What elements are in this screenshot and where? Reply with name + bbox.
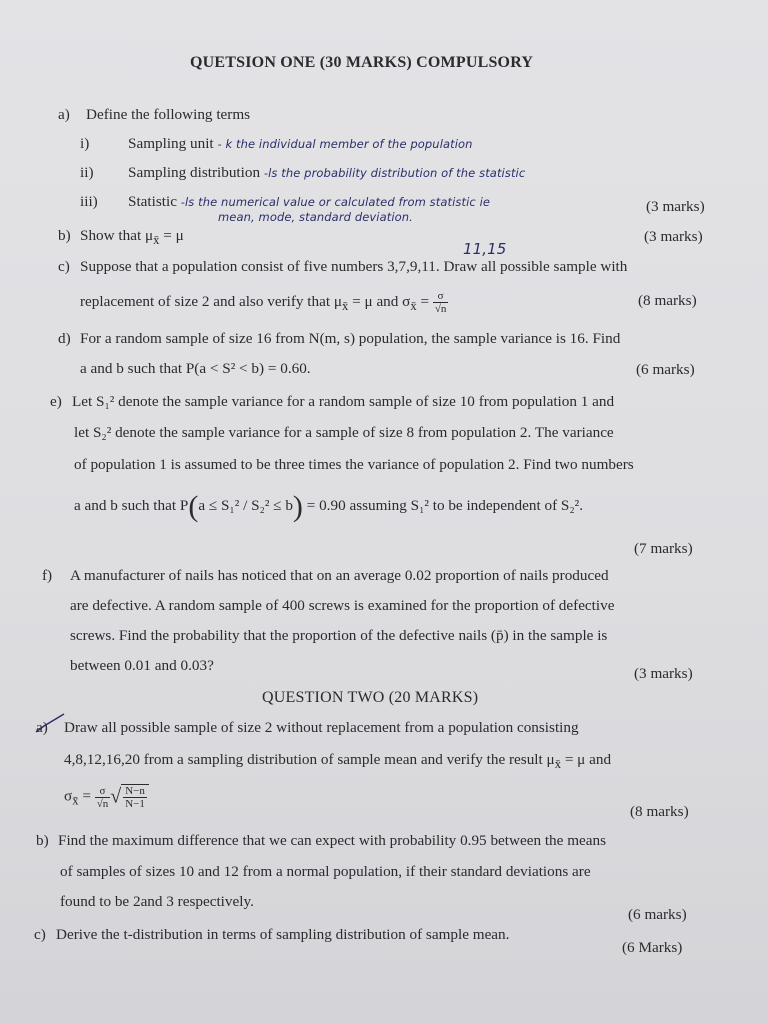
q1f-text-3: screws. Find the probability that the proportion of the defective nails (p̄) in the sample is [70, 627, 608, 644]
q1e-text-4c: = 0.90 assuming S₁² to be independent of S₂². [302, 497, 584, 514]
q2b-marks: (6 marks) [628, 906, 687, 923]
q2c-label: c) [34, 926, 46, 943]
q1a-text: Define the following terms [86, 106, 251, 123]
q1e-label: e) [50, 393, 62, 410]
q1c-text-2c: = [416, 292, 433, 310]
q1c-frac-den: √n [434, 303, 447, 315]
q2a-frac1-num: σ [95, 785, 111, 798]
q2a-frac1-den: √n [96, 797, 109, 810]
q2a-sigma: σ [64, 787, 73, 805]
q1e-marks: (7 marks) [634, 540, 693, 557]
q1d-text-1: For a random sample of size 16 from N(m, s) population, the sample variance is 16. Find [80, 330, 621, 347]
q1a-item-1-num: i) [80, 135, 90, 152]
q1c-sub-2: x̄ [410, 299, 417, 314]
q1a-item-3-num: iii) [80, 193, 98, 210]
q1d-line-1 [58, 330, 620, 348]
q2a-text-2-tail: = μ and [561, 751, 612, 768]
q1a-item-1-term: Sampling unit [128, 135, 214, 152]
q2a-frac2-num: N−n [125, 785, 145, 797]
q2b-text-1: Find the maximum difference that we can expect with probability 0.95 between the means [58, 832, 606, 849]
q1e-text-4a: a and b such that P [74, 497, 189, 514]
q1b-text: Show that μ [80, 227, 154, 244]
q2a-frac2-den: N−1 [125, 798, 145, 810]
q1a-marks: (3 marks) [646, 198, 705, 215]
q1a-item-3 [80, 193, 490, 211]
q1f-marks: (3 marks) [634, 665, 693, 682]
q2a-equals: = [78, 787, 95, 805]
q1b-sub: x̄ [153, 233, 160, 248]
q1c-text-2b: = μ and σ [348, 292, 411, 310]
question-one-title: QUETSION ONE (30 MARKS) COMPULSORY [190, 54, 534, 71]
q1c-marks: (8 marks) [638, 292, 697, 309]
q2a-line-3: $\sigma_{x̄}$ = $\frac{\sigma}{√n}$ √ $\frac{N-n}{N-1}$ [64, 784, 149, 810]
q1b-marks: (3 marks) [644, 228, 703, 245]
q1a-item-2-handwritten-answer: -ls the probability distribution of the statistic [263, 166, 526, 180]
q1c-line-2 [80, 290, 448, 315]
q1d-marks: (6 marks) [636, 361, 695, 378]
q2c-line-1 [34, 926, 509, 944]
q1e-line-4: a and b such that P(a ≤ S₁² / S₂² ≤ b) = 0.90 assuming S₁² to be independent of S₂². [74, 490, 584, 523]
q2b-text-2: of samples of sizes 10 and 12 from a normal population, if their standard deviations are [60, 863, 591, 880]
q1e-text-2: let S₂² denote the sample variance for a sample of size 8 from population 2. The variance [74, 424, 614, 441]
q1a-item-2-term: Sampling distribution [128, 164, 261, 181]
q1c-sub-1: x̄ [342, 299, 349, 314]
q2a-line-2 [64, 751, 611, 772]
q2a-sub-1: x̄ [554, 757, 562, 772]
q1a-item-3-handwritten-answer-cont: mean, mode, standard deviation. [218, 210, 413, 224]
q1f-text-4: between 0.01 and 0.03? [70, 657, 214, 674]
q2a-text-1: Draw all possible sample of size 2 without replacement from a population consisting [64, 719, 579, 736]
q1d-label: d) [58, 330, 71, 347]
q1f-line-1 [42, 567, 609, 585]
q2b-text-3: found to be 2and 3 respectively. [60, 893, 254, 910]
q1e-line-1 [50, 393, 614, 411]
q1a-item-1 [80, 135, 473, 153]
q2c-marks: (6 Marks) [622, 939, 683, 956]
q1a-item-2-num: ii) [80, 164, 94, 181]
q1b-tail: = μ [159, 227, 184, 244]
question-two-title: QUESTION TWO (20 MARKS) [262, 689, 479, 706]
q1b-line [58, 227, 184, 248]
q2a-label: a) [36, 719, 48, 736]
q1a-line [58, 106, 250, 124]
q2a-fraction-1 [95, 785, 111, 810]
q2a-line-1 [36, 719, 579, 737]
q1c-fraction [433, 290, 449, 315]
q1a-label: a) [58, 106, 70, 123]
q1c-label: c) [58, 258, 70, 275]
q1f-label: f) [42, 567, 53, 584]
q1a-item-3-handwritten-answer: -ls the numerical value or calculated from statistic ie [180, 195, 491, 209]
q2b-label: b) [36, 832, 49, 849]
q1e-text-4b: a ≤ S₁² / S₂² ≤ b [198, 497, 293, 514]
q1e-text-1: Let S₁² denote the sample variance for a random sample of size 10 from population 1 and [72, 393, 615, 410]
q1c-text-1: Suppose that a population consist of five numbers 3,7,9,11. Draw all possible sample with [80, 258, 628, 275]
q1f-text-2: are defective. A random sample of 400 screws is examined for the proportion of defective [70, 597, 615, 614]
q1b-label: b) [58, 227, 71, 244]
q1a-item-3-term: Statistic [128, 193, 177, 210]
q2b-line-1 [36, 832, 606, 850]
q2a-marks: (8 marks) [630, 803, 689, 820]
q2a-fraction-2 [121, 784, 149, 810]
q2a-text-2: 4,8,12,16,20 from a sampling distribution of sample mean and verify the result μ [64, 751, 555, 768]
q1c-handwritten-note: 11,15 [463, 240, 507, 258]
q2a-sub-2: x̄ [72, 793, 79, 808]
q1f-text-1: A manufacturer of nails has noticed that on an average 0.02 proportion of nails produced [70, 567, 609, 584]
q1d-text-2: a and b such that P(a < S² < b) = 0.60. [80, 360, 311, 377]
q1a-item-1-handwritten-answer: - k the individual member of the population [217, 137, 473, 151]
q2c-text-1: Derive the t-distribution in terms of sampling distribution of sample mean. [56, 926, 510, 943]
q1c-text-2a: replacement of size 2 and also verify that μ [80, 292, 343, 310]
q1c-line-1 [58, 258, 627, 276]
q1a-item-2 [80, 164, 525, 182]
q1c-frac-num: σ [433, 290, 449, 303]
q1e-text-3: of population 1 is assumed to be three times the variance of population 2. Find two numbers [74, 456, 634, 473]
